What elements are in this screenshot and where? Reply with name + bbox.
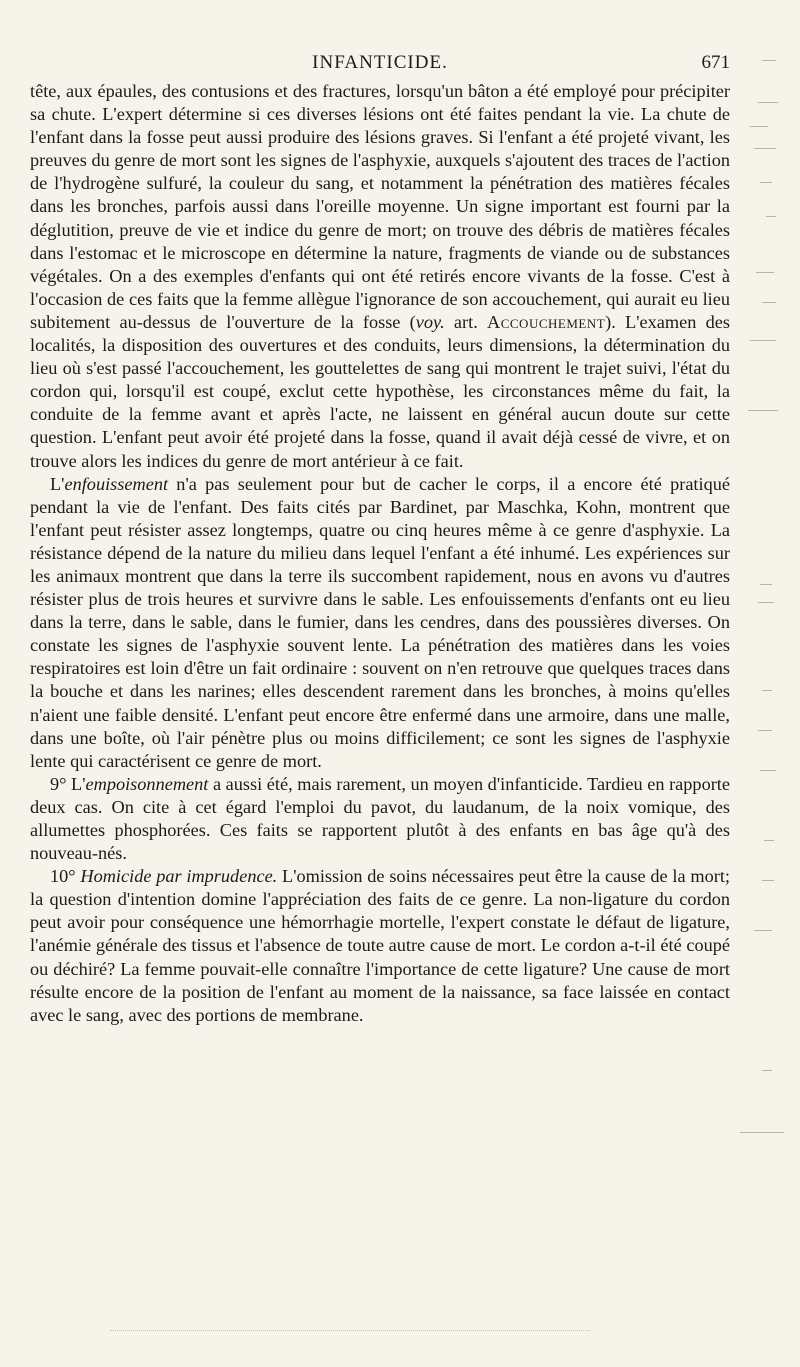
paragraph-p3 [30, 773, 730, 865]
text-run: voy. [415, 311, 445, 332]
text-run: a aussi été, mais rarement, un moyen d'infanticide. Tardieu en rapporte deux cas. On cite à cet égard l'emploi du pavot, du laudanum, de la noix vomique, des allumettes phosphorées. Ces faits se rapportent plutôt à des enfants en bas âge qu'à des nouveau-nés. [30, 773, 730, 864]
paragraph-p4 [30, 865, 730, 1027]
text-run: art. [444, 311, 488, 332]
margin-scan-marks [740, 40, 800, 1190]
text-run: Homicide par imprudence. [80, 866, 278, 887]
body-text [30, 80, 730, 1027]
text-run: tête, aux épaules, des contusions et des fractures, lorsqu'un bâton a été employé pour précipiter sa chute. L'expert détermine si ces diverses lésions ont été faites pendant la vie. La chute de l'enfant dans la fosse peut aussi produire des lésions graves. Si l'enfant a été projeté vivant, les preuves du genre de mort sont les signes de l'asphyxie, auxquels s'ajoutent des traces de l'action de l'hydrogène sulfuré, la couleur du sang, et notamment la pénétration des matières fécales dans les bronches, parfois aussi dans l'oreille moyenne. Un signe important est fourni par la déglutition, preuve de vie et indice du genre de mort; on trouve des débris de matières fécales dans l'estomac et le microscope en détermine la nature, fragments de viande ou de substances végétales. On a des exemples d'enfants qui ont été retirés encore vivants de la fosse. C'est à l'occasion de ces faits que la femme allègue l'ignorance de son accouchement, qui aurait eu lieu subitement au-dessus de l'ouverture de la fosse ( [30, 81, 730, 332]
running-header [30, 50, 730, 80]
text-run: n'a pas seulement pour but de cacher le corps, il a encore été pratiqué pendant la vie de l'enfant. Des faits cités par Bardinet, par Maschka, Kohn, montrent que l'enfant peut résister assez longtemps, quatre ou cinq heures même à ce genre d'asphyxie. La résistance dépend de la nature du milieu dans lequel l'enfant a été inhumé. Les expériences sur les animaux montrent que dans la terre ils succombent rapidement, nous en avons vu d'autres résister plus de trois heures et survivre dans le sable. Les enfouissements d'enfants ont eu lieu dans la terre, dans le sable, dans le fumier, dans les cendres, dans des poussières diverses. On constate les signes de l'asphyxie souvent lente. La pénétration des matières dans les voies respiratoires est loin d'être un fait ordinaire : souvent on n'en retrouve que quelques traces dans la bouche et dans les narines; elles descendent rarement dans les bronches, à moins qu'elles n'aient une faible densité. L'enfant peut encore être enfermé dans une armoire, dans une malle, dans une boîte, où l'air pénètre plus ou moins difficilement; ce sont les signes de l'asphyxie lente qui caractérisent ce genre de mort. [30, 473, 730, 771]
paragraph-p2 [30, 473, 730, 773]
paragraph-p1 [30, 80, 730, 473]
running-title: INFANTICIDE. [312, 52, 448, 73]
text-run: Accouchement [487, 311, 606, 332]
text-run: L'omission de soins nécessaires peut être la cause de la mort; la question d'intention domine l'appréciation des faits de ce genre. La non-ligature du cordon peut avoir pour conséquence une hémorrhagie mortelle, l'expert constate le défaut de ligature, l'anémie générale des tissus et l'absence de toute autre cause de mort. Le cordon a-t-il été coupé ou déchiré? La femme pouvait-elle connaître l'importance de cette ligature? Une cause de mort résulte encore de la position de l'enfant au moment de la naissance, sa face laissée en contact avec le sang, avec des portions de membrane. [30, 866, 731, 1025]
text-run: empoisonnement [85, 773, 209, 794]
text-run: 10° [50, 866, 81, 887]
page-number: 671 [701, 52, 730, 73]
text-run: enfouissement [64, 473, 169, 494]
bottom-scan-dots [110, 1330, 590, 1333]
text-run: L' [50, 473, 65, 494]
text-run: ). L'examen des localités, la disposition des ouvertures et des conduits, leurs dimensions, la détermination du lieu où s'est passé l'accouchement, les gouttelettes de sang qui montrent le trajet suivi, l'état du cordon qui, lorsqu'il est coupé, exclut cette hypothèse, les circonstances même du fait, la conduite de la femme avant et après l'acte, ne laissent en général aucun doute sur cette question. L'enfant peut avoir été projeté dans la fosse, quand il avait déjà cessé de vivre, et on trouve alors les indices du genre de mort antérieur à ce fait. [30, 311, 730, 471]
text-run: 9° L' [50, 773, 86, 794]
document-page [30, 50, 730, 1027]
